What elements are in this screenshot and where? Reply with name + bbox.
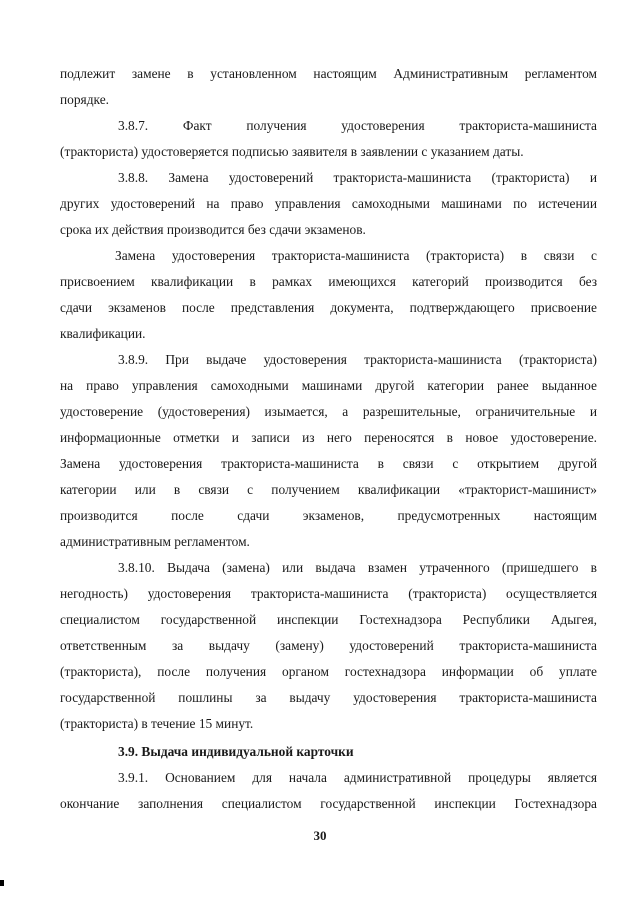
text-line: сдачи экзаменов после представления документа, подтверждающего присвоение <box>60 300 597 315</box>
text-line: квалификации. <box>60 326 146 341</box>
page-number: 30 <box>313 828 327 843</box>
text-line: порядке. <box>60 92 109 107</box>
paragraph-first-line: 3.8.9. При выдаче удостоверения тракториста-машиниста (тракториста) <box>118 352 597 367</box>
paragraph-first-line: 3.8.10. Выдача (замена) или выдача взамен утраченного (пришедшего в <box>118 560 597 575</box>
text-line: (тракториста) удостоверяется подписью заявителя в заявлении с указанием даты. <box>60 144 524 159</box>
text-line: окончание заполнения специалистом государственной инспекции Гостехнадзора <box>60 796 597 811</box>
text-line: срока их действия производится без сдачи экзаменов. <box>60 222 366 237</box>
text-line: (тракториста) в течение 15 минут. <box>60 716 254 731</box>
text-line: категории или в связи с получением квалификации «тракторист-машинист» <box>60 482 597 497</box>
text-line: административным регламентом. <box>60 534 250 549</box>
text-line: негодность) удостоверения тракториста-машиниста (тракториста) осуществляется <box>60 586 597 601</box>
scan-edge-mark <box>0 880 4 886</box>
paragraph-first-line: Замена удостоверения тракториста-машиниста (тракториста) в связи с <box>115 248 597 263</box>
paragraph-first-line: 3.9.1. Основанием для начала административной процедуры является <box>118 770 597 785</box>
text-line: на право управления самоходными машинами другой категории ранее выданное <box>60 378 597 393</box>
paragraph-first-line: 3.8.7. Факт получения удостоверения тракториста-машиниста <box>118 118 597 133</box>
text-line: специалистом государственной инспекции Гостехнадзора Республики Адыгея, <box>60 612 597 627</box>
paragraph-first-line: 3.8.8. Замена удостоверений тракториста-машиниста (тракториста) и <box>118 170 597 185</box>
text-line: (тракториста), после получения органом гостехнадзора информации об уплате <box>60 664 597 679</box>
text-line: ответственным за выдачу (замену) удостоверений тракториста-машиниста <box>60 638 597 653</box>
text-line: удостоверение (удостоверения) изымается, а разрешительные, ограничительные и <box>60 404 597 419</box>
text-line: Замена удостоверения тракториста-машиниста в связи с открытием другой <box>60 456 597 471</box>
section-heading: 3.9. Выдача индивидуальной карточки <box>118 744 354 759</box>
text-line: производится после сдачи экзаменов, предусмотренных настоящим <box>60 508 597 523</box>
text-line: других удостоверений на право управления самоходными машинами по истечении <box>60 196 597 211</box>
text-line: подлежит замене в установленном настоящим Административным регламентом <box>60 66 597 81</box>
text-line: присвоением квалификации в рамках имеющихся категорий производится без <box>60 274 597 289</box>
text-line: информационные отметки и записи из него переносятся в новое удостоверение. <box>60 430 597 445</box>
text-line: государственной пошлины за выдачу удостоверения тракториста-машиниста <box>60 690 597 705</box>
